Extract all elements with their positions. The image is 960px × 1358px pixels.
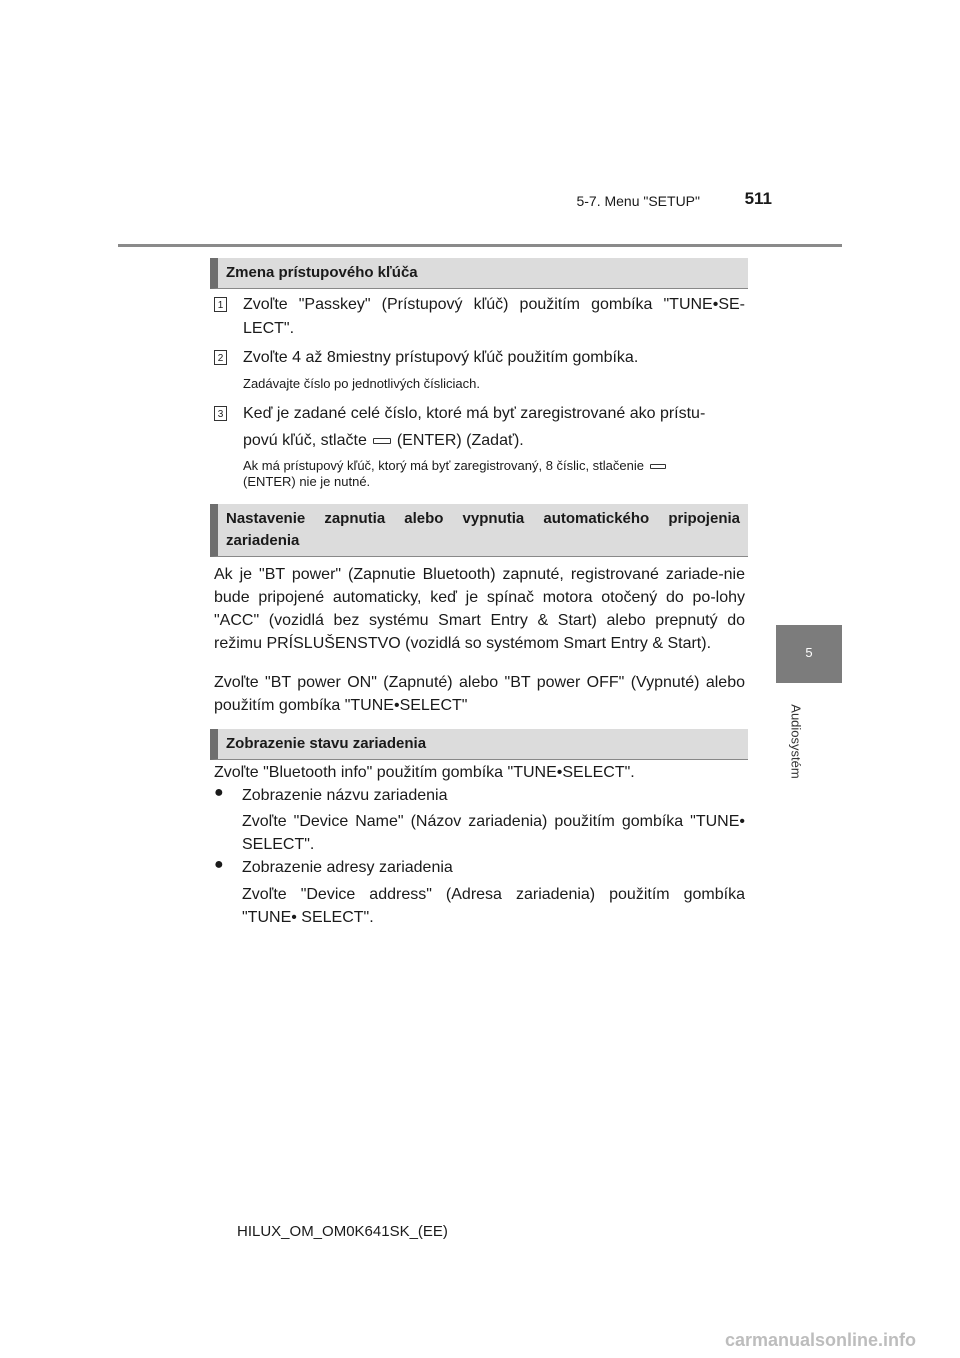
section-heading-device-status: Zobrazenie stavu zariadenia [210, 729, 748, 760]
header-section-title: 5-7. Menu "SETUP" [576, 193, 700, 209]
header-rule [118, 244, 842, 247]
enter-button-icon [373, 438, 391, 444]
step-note-3-pre: Ak má prístupový kľúč, ktorý má byť zaregistrovaný, 8 číslic, stlačenie [243, 458, 644, 473]
step-text-1: Zvoľte "Passkey" (Prístupový kľúč) použitím gombíka "TUNE•SE-LECT". [243, 296, 745, 337]
bullet-label-device-name: Zobrazenie názvu zariadenia [242, 787, 448, 804]
bullet-text-device-name: Zvoľte "Device Name" (Názov zariadenia) použitím gombíka "TUNE• SELECT". [242, 813, 745, 853]
step-number-1: 1 [214, 297, 227, 312]
step-text-3b [243, 429, 745, 453]
bullet-dot-1: ● [214, 784, 224, 801]
step-number-3: 3 [214, 406, 227, 421]
watermark: carmanualsonline.info [725, 1330, 917, 1350]
chapter-label: Audiosystém [788, 704, 804, 779]
auto-connect-instruction: Zvoľte "BT power ON" (Zapnuté) alebo "BT power OFF" (Vypnuté) alebo použitím gombíka "TUNE•SELECT" [214, 674, 745, 714]
step-text-3b-post: (ENTER) (Zadať). [396, 432, 524, 449]
step-text-3b-pre: povú kľúč, stlačte [243, 432, 367, 449]
step-note-3-post: (ENTER) nie je nutné. [243, 474, 371, 489]
chapter-label-wrap [760, 688, 830, 788]
step-text-2: Zvoľte 4 až 8miestny prístupový kľúč použitím gombíka. [243, 349, 639, 366]
bullet-label-device-address: Zobrazenie adresy zariadenia [242, 859, 453, 876]
step-note-2: Zadávajte číslo po jednotlivých čísliciach. [243, 376, 481, 391]
bullet-dot-2: ● [214, 856, 224, 873]
device-status-intro: Zvoľte "Bluetooth info" použitím gombíka "TUNE•SELECT". [214, 764, 635, 781]
section-heading-passkey: Zmena prístupového kľúča [210, 258, 748, 289]
bullet-text-device-address: Zvoľte "Device address" (Adresa zariadenia) použitím gombíka "TUNE• SELECT". [242, 886, 745, 926]
chapter-number: 5 [805, 645, 813, 660]
section-heading-auto-connect: Nastavenie zapnutia alebo vypnutia automatického pripojenia zariadenia [210, 504, 748, 557]
enter-button-icon-small [650, 464, 666, 469]
step-number-2: 2 [214, 350, 227, 365]
step-text-3a: Keď je zadané celé číslo, ktoré má byť zaregistrované ako prístu- [243, 405, 706, 422]
footer-document-code: HILUX_OM_OM0K641SK_(EE) [237, 1223, 448, 1240]
auto-connect-paragraph: Ak je "BT power" (Zapnutie Bluetooth) zapnuté, registrované zariade-nie bude pripojené automaticky, keď je spínač motora otočený do po-lohy "ACC" (vozidlá bez systému Smart Entry & Start) alebo prepnutý do režimu PRÍSLUŠENSTVO (vozidlá so systémom Smart Entry & Start). [214, 566, 745, 652]
step-note-3 [243, 458, 745, 490]
page-number: 511 [744, 189, 772, 208]
